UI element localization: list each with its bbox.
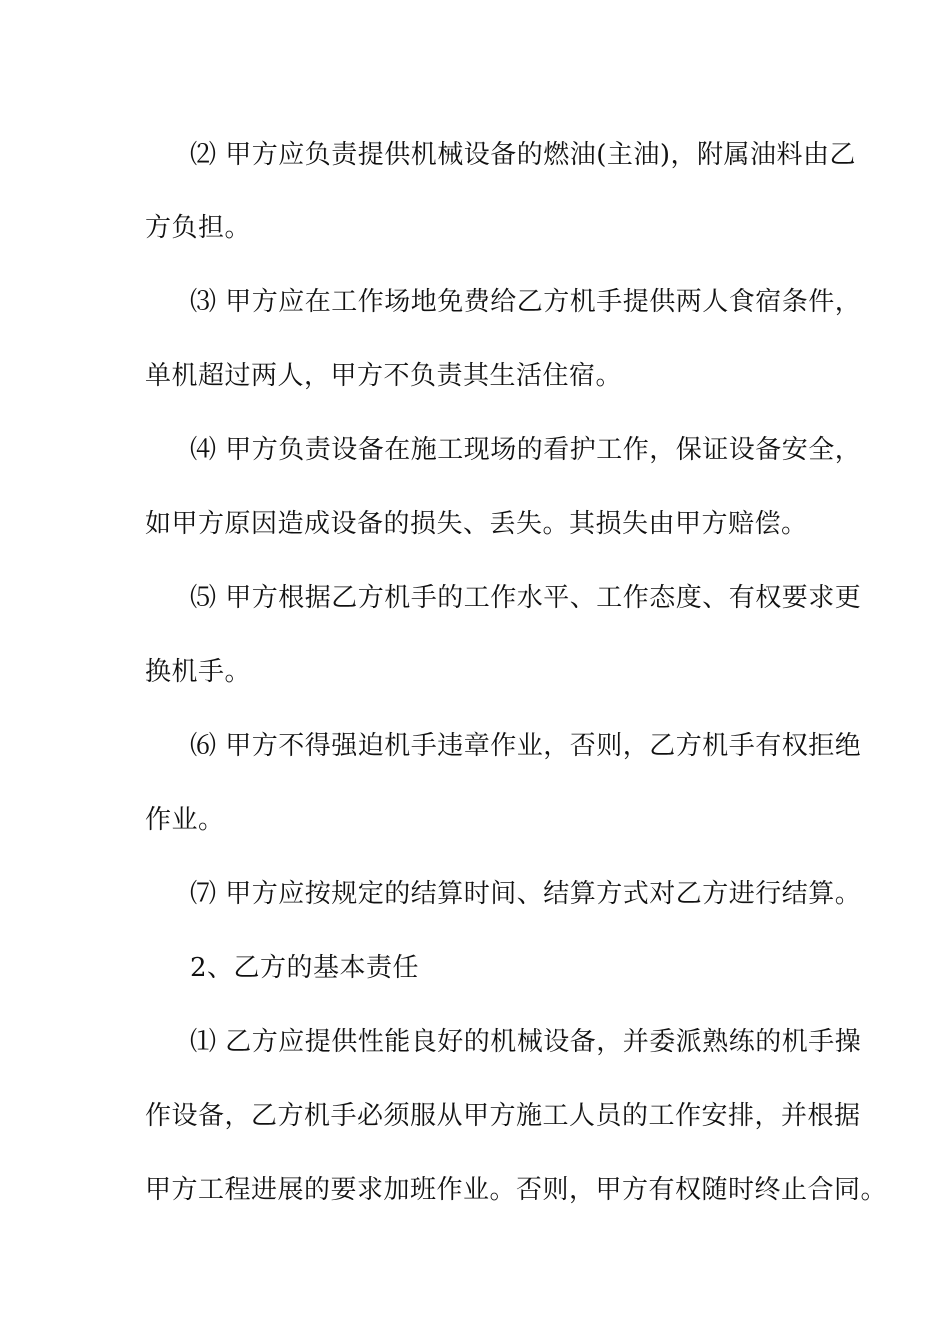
paragraph-line: 作业。 [145,805,225,835]
paragraph-line: ⑷ 甲方负责设备在施工现场的看护工作，保证设备安全， [190,435,862,465]
paragraph-line: ⑶ 甲方应在工作场地免费给乙方机手提供两人食宿条件， [190,287,862,317]
paragraph-line: ⑴ 乙方应提供性能良好的机械设备，并委派熟练的机手操 [190,1027,862,1057]
paragraph-line: 换机手。 [145,657,252,687]
paragraph-line: ⑵ 甲方应负责提供机械设备的燃油(主油)，附属油料由乙 [190,140,857,170]
section-heading: 2、乙方的基本责任 [190,953,420,983]
paragraph-line: ⑺ 甲方应按规定的结算时间、结算方式对乙方进行结算。 [190,879,862,909]
paragraph-line: 单机超过两人，甲方不负责其生活住宿。 [145,361,623,391]
paragraph-line: 作设备，乙方机手必须服从甲方施工人员的工作安排，并根据 [145,1101,861,1131]
paragraph-line: 如甲方原因造成设备的损失、丢失。其损失由甲方赔偿。 [145,509,808,539]
paragraph-line: ⑹ 甲方不得强迫机手违章作业，否则，乙方机手有权拒绝 [190,731,862,761]
paragraph-line: ⑸ 甲方根据乙方机手的工作水平、工作态度、有权要求更 [190,583,862,613]
paragraph-line: 方负担。 [145,213,252,243]
paragraph-line: 甲方工程进展的要求加班作业。否则，甲方有权随时终止合同。 [145,1175,888,1205]
